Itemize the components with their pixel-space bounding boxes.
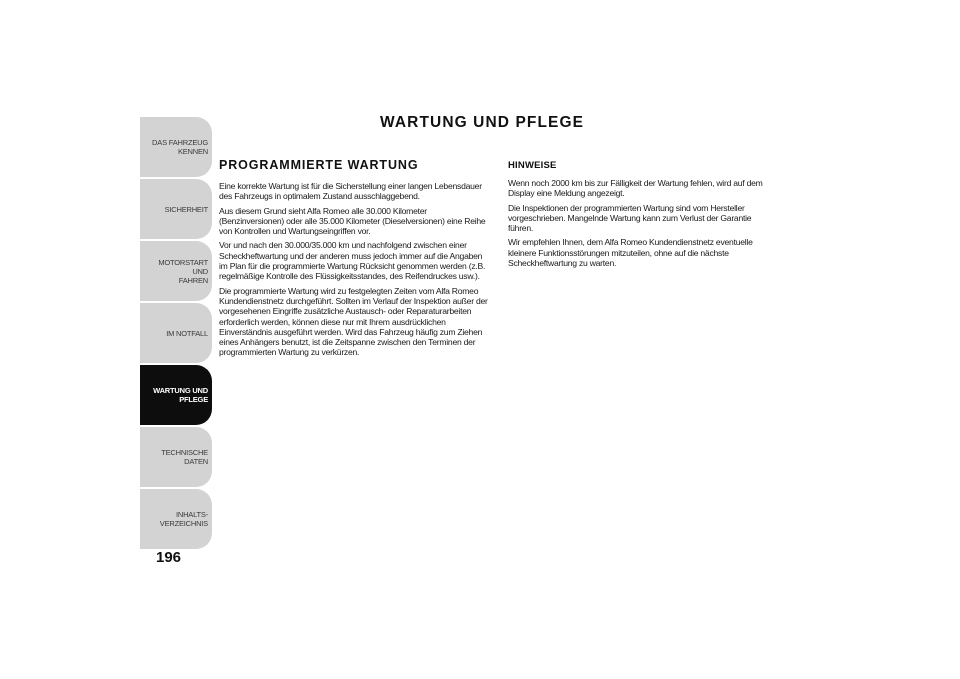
paragraph: Wenn noch 2000 km bis zur Fälligkeit der Wartung fehlen, wird auf dem Display eine Meldung angezeigt. [508,178,763,199]
tab-wartung-und-pflege[interactable] [140,365,212,425]
tab-label: DAS FAHRZEUG KENNEN [152,138,208,156]
page-number: 196 [156,549,182,566]
tab-label: SICHERHEIT [164,204,208,214]
tab-im-notfall[interactable] [140,303,212,363]
paragraph: Wir empfehlen Ihnen, dem Alfa Romeo Kundendienstnetz eventuelle kleinere Funktionsstörungen mitzuteilen, ohne auf die nächste Scheckheftwartung zu warten. [508,237,753,269]
tab-label: TECHNISCHE DATEN [161,448,208,466]
programmed-maintenance-section [219,158,492,362]
paragraph: Die programmierte Wartung wird zu festgelegten Zeiten vom Alfa Romeo Kundendienstnetz durchgeführt. Sollten im Verlauf der Inspektion außer der vorgesehenen Eingriffe zusätzliche Austausch- oder Reparaturarbeiten erforderlich werden, können diese nur mit Ihrem ausdrücklichen Einverständnis ausgeführt werden. Wird das Fahrzeug häufig zum Ziehen eines Anhängers benutzt, ist die Zeitspanne zwischen den Terminen der programmierten Wartung zu verkürzen. [219,285,488,358]
paragraph: Eine korrekte Wartung ist für die Sicherstellung einer langen Lebensdauer des Fahrzeugs in optimalem Zustand ausschlaggebend. [219,181,482,202]
paragraph: Vor und nach den 30.000/35.000 km und nachfolgend zwischen einer Scheckheftwartung und der anderen muss jedoch immer auf die Angaben im Plan für die programmierte Wartung Rücksicht genommen werden (z.B. regelmäßige Kontrolle des Flüssigkeitsstandes, des Reifendruckes usw.). [219,240,486,282]
tab-label: WARTUNG UND PFLEGE [153,386,208,404]
tab-motorstart-und-fahren[interactable] [140,241,212,301]
page-title: WARTUNG UND PFLEGE [380,114,585,131]
paragraph: Die Inspektionen der programmierten Wartung sind vom Hersteller vorgeschrieben. Mangelnde Wartung kann zum Verlust der Garantie führen. [508,202,752,234]
tab-label: INHALTS- VERZEICHNIS [159,510,208,528]
tab-das-fahrzeug-kennen[interactable] [140,117,212,177]
notes-section [508,160,773,272]
paragraph: Aus diesem Grund sieht Alfa Romeo alle 30.000 Kilometer (Benzinversionen) oder alle 35.000 Kilometer (Dieselversionen) eine Reihe von Kontrollen und Wartungseingriffen vor. [219,205,486,237]
tab-inhaltsverzeichnis[interactable] [140,489,212,549]
tab-sicherheit[interactable] [140,179,212,239]
section-heading: PROGRAMMIERTE WARTUNG [219,158,419,172]
tab-technische-daten[interactable] [140,427,212,487]
tab-label: IM NOTFALL [166,328,208,338]
tab-label: MOTORSTART UND FAHREN [158,257,208,285]
notes-heading: HINWEISE [508,160,557,171]
